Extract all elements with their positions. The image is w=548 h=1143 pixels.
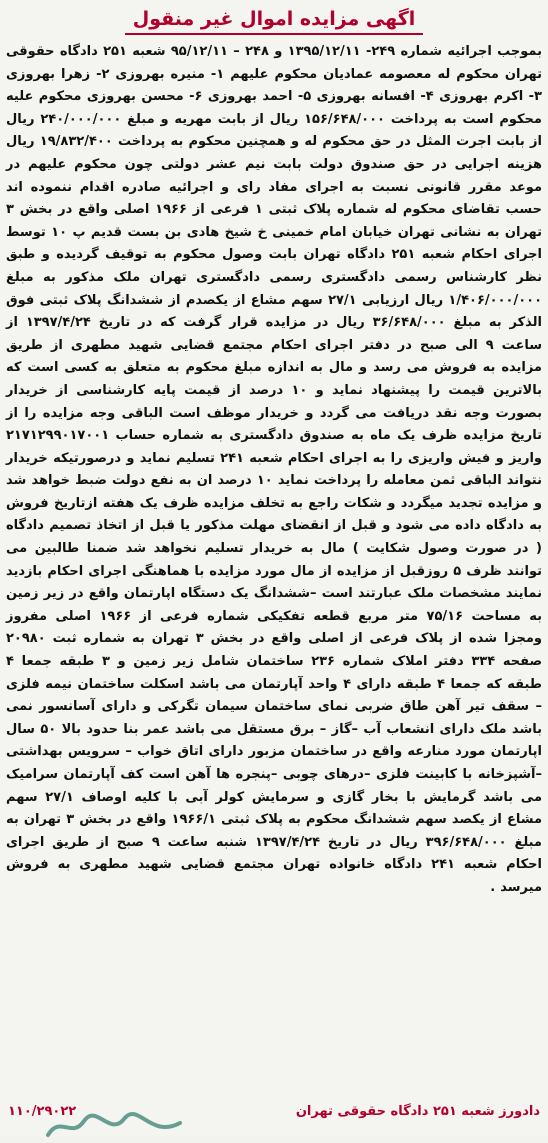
- signature: دادورز شعبه ۲۵۱ دادگاه حقوقی تهران: [295, 1104, 540, 1119]
- handwritten-mark: [40, 1109, 190, 1143]
- notice-title: اگهی مزایده اموال غیر منقول: [125, 8, 424, 35]
- notice-body: بموجب اجرائیه شماره ۲۴۹- ۱۳۹۵/۱۲/۱۱ و ۲۴۸ – ۹۵/۱۲/۱۱ شعبه ۲۵۱ دادگاه حقوقی تهران محکوم له معصومه عمادیان محکوم علیهم ۱- منیره بهروزی ۲- زهرا بهروزی ۳- اکرم بهروزی ۴- افسانه بهروزی ۵- احمد بهروزی ۶- محسن بهروزی محکوم علیه محکوم است به پرداخت ۱۵۶/۶۴۸/۰۰۰ ریال از بابت مهریه و مبلغ ۲۴۰/۰۰۰/۰۰۰ ریال از بابت اجرت المثل در حق محکوم له و همچنین محکوم به پرداخت ۱۹/۸۳۲/۴۰۰ ریال هزینه اجرایی در حق صندوق دولت بابت نیم عشر دولتی چون محکوم علیهم در موعد مقرر قانونی نسبت به اجرای مفاد رای و اجرائیه صادره اقدام ننموده اند حسب تقاضای محکوم له شماره پلاک ثبتی ۱ فرعی از ۱۹۶۶ اصلی واقع در بخش ۳ تهران به نشانی تهران خیابان امام خمینی خ شیخ هادی بن بست قدیم پ ۱۰ توسط اجرای احکام شعبه ۲۵۱ دادگاه تهران بابت وصول محکوم به توقیف گردیده و طبق نظر کارشناس رسمی دادگستری رسمی دادگستری تهران ملک مذکور به مبلغ ۱/۴۰۶/۰۰۰/۰۰۰ ریال ارزیابی ۲۷/۱ سهم مشاع از یکصدم از ششدانگ پلاک ثبتی فوق الذکر به مبلغ ۳۶/۶۴۸/۰۰۰ ریال در مزایده قرار گرفت که در تاریخ ۱۳۹۷/۴/۲۴ از ساعت ۹ الی صبح در دفتر اجرای احکام مجتمع قضایی شهید مطهری از طریق مزایده به فروش می رسد و مال به اندازه مبلغ محکوم به متعلق به کسی است که بالاترین قیمت را پیشنهاد نماید و ۱۰ درصد از قیمت پایه کارشناسی از خریدار بصورت وجه نقد دریافت می گردد و خریدار موظف است الباقی وجه مزایده را از تاریخ مزایده ظرف یک ماه به صندوق دادگستری به شماره حساب ۲۱۷۱۲۹۹۰۱۷۰۰۱ واریز و فیش واریزی را به اجرای احکام شعبه ۲۴۱ تسلیم نماید و درصورتیکه خریدار نتواند الباقی ثمن معامله را پرداخت نماید ۱۰ درصد ان به نفع دولت ضبط خواهد شد و مزایده تجدید میگردد و شکات راجع به تخلف مزایده ظرف یک هفته ازتاریخ فروش به دادگاه داده می شود و قبل از انقضای مهلت مذکور یا قبل از اتخاذ تصمیم دادگاه ( در صورت وصول شکایت ) مال به خریدار تسلیم نخواهد شد ضمنا طالبین می توانند ظرف ۵ روزقبل از مزایده از مال مورد مزایده با هماهنگی اجرای احکام بازدید نمایند مشخصات ملک عبارتند است –ششدانگ یک دستگاه اپارتمان واقع در زیر زمین به مساحت ۷۵/۱۶ متر مربع قطعه تفکیکی شماره فرعی از ۱۹۶۶ اصلی مفروز ومجزا شده از پلاک فرعی از اصلی واقع در بخش ۳ تهران به شماره ثبت ۲۰۹۸۰ صفحه ۳۳۴ دفتر املاک شماره ۲۳۶ ساختمان شامل زیر زمین و ۳ طبقه جمعا ۴ طبقه که جمعا ۴ طبقه دارای ۴ واحد آپارتمان می باشد اسکلت ساختمان نیمه فلزی – سقف تیر آهن طاق ضربی نمای ساختمان سیمان تگرکی و دارای آسانسور نمی باشد ملک دارای انشعاب آب –گاز – برق مستقل می باشد عمر بنا حدود بالا ۵۰ سال اپارتمان مورد منارعه واقع در ساختمان مزبور دارای اتاق خواب – سرویس بهداشتی –آشپزخانه با کابینت فلزی –درهای چوبی –پنجره ها آهن است کف آپارتمان سرامیک می باشد گرمایش با بخار گازی و سرمایش کولر آبی با کلیه اوصاف ۲۷/۱ سهم مشاع از یکصد سهم ششدانگ محکوم به پلاک ثبتی ۱۹۶۶/۱ واقع در بخش ۳ تهران به مبلغ ۳۹۶/۶۴۸/۰۰۰ ریال در تاریخ ۱۳۹۷/۴/۲۴ شنبه ساعت ۹ صبح از طریق اجرای احکام شعبه ۲۴۱ دادگاه خانواده تهران مجتمع قضایی شهید مطهری به فروش میرسد .: [6, 44, 543, 895]
- title-wrap: [6, 8, 542, 35]
- notice-code: ۱۱۰/۲۹۰۲۲: [8, 1104, 77, 1119]
